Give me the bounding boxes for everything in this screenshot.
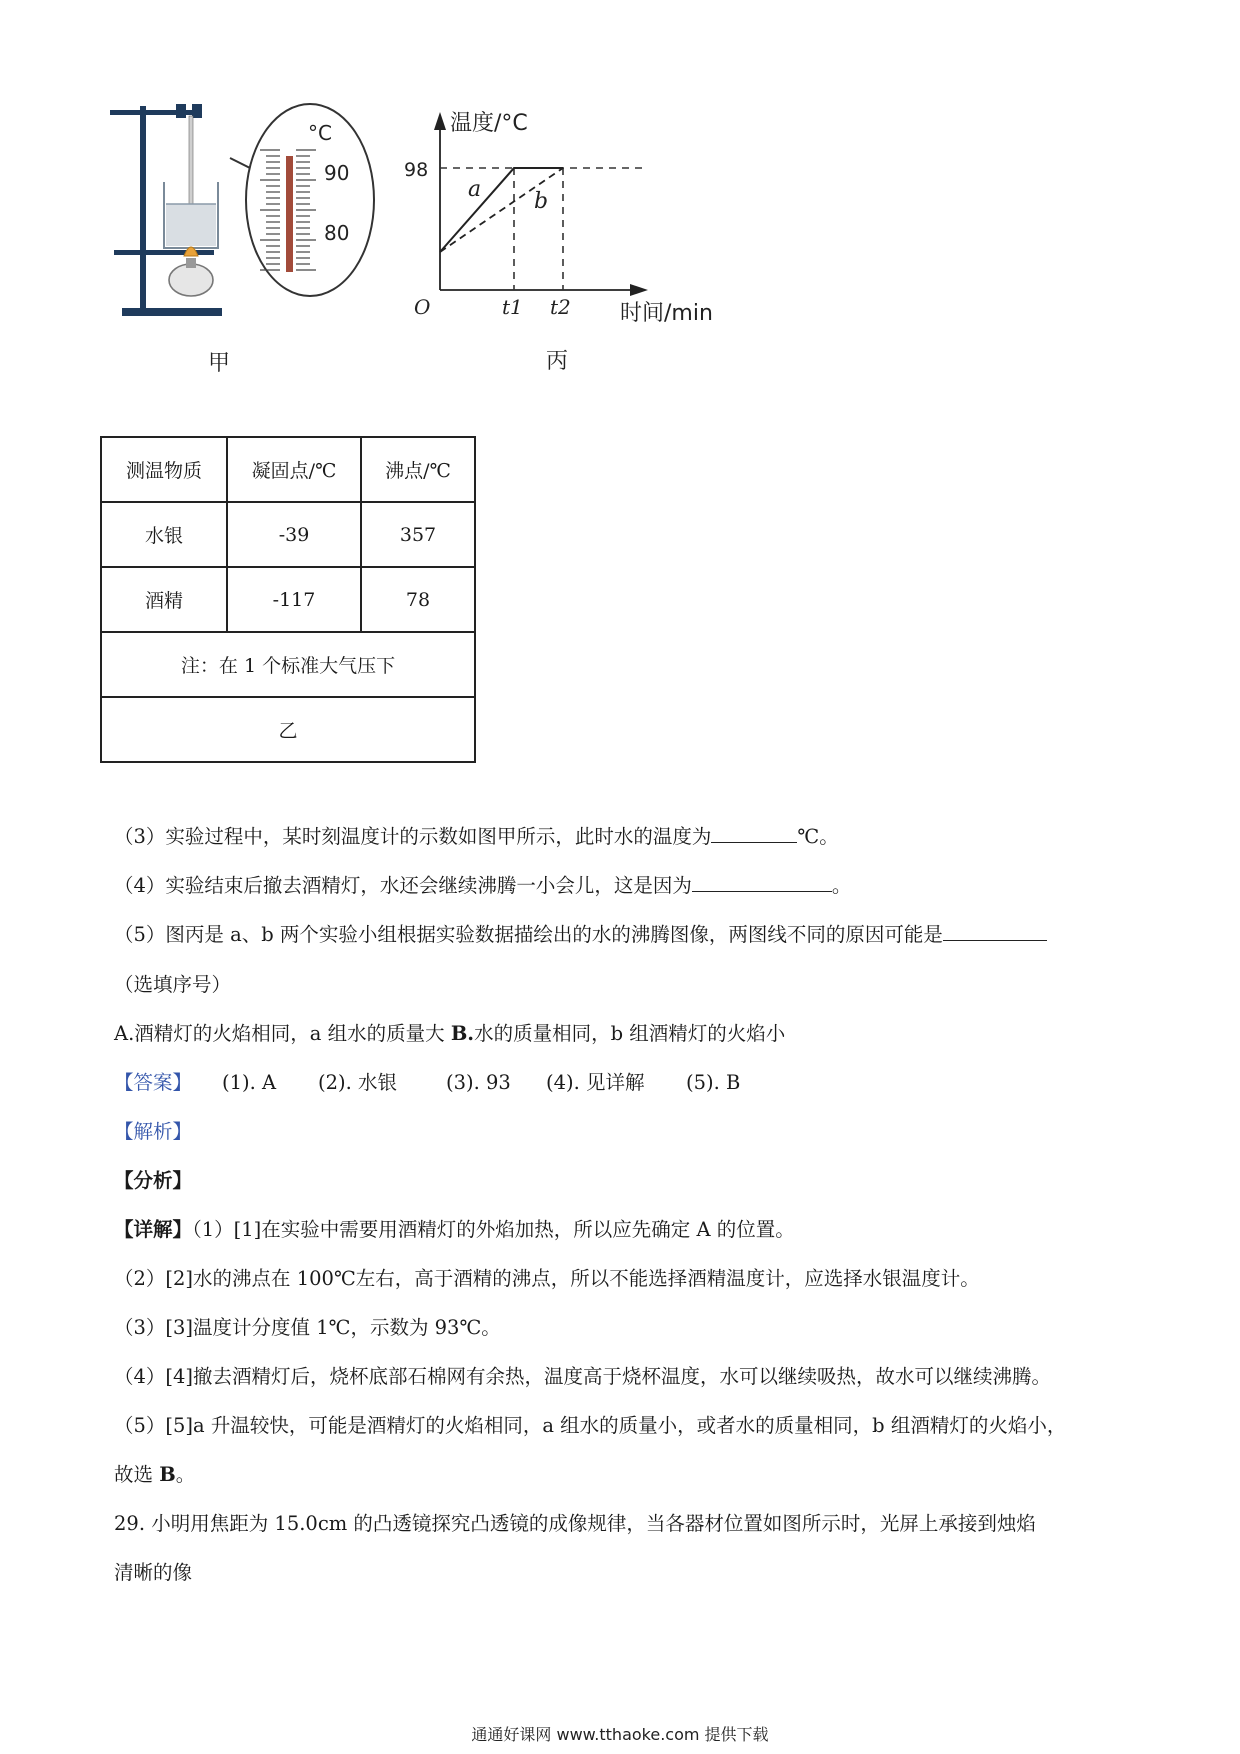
table-header-row: [101, 437, 475, 502]
table-note: 注：在 1 个标准大气压下: [101, 632, 475, 697]
option-a-text: 酒精灯的火焰相同，a 组水的质量大: [134, 1022, 445, 1045]
question-4-end: 。: [831, 874, 852, 897]
answer-blank-3: [711, 822, 797, 843]
table-header-cell: 测温物质: [101, 437, 227, 502]
detail-4: （4）[4]撤去酒精灯后，烧杯底部石棉网有余热，温度高于烧杯温度，水可以继续吸热，故水可以继续沸腾。: [114, 1365, 1052, 1388]
detail-2: （2）[2]水的沸点在 100℃左右，高于酒精的沸点，所以不能选择酒精温度计，应选择水银温度计。: [114, 1267, 980, 1290]
answer-item: (5). B: [686, 1071, 741, 1094]
table-header-cell: 沸点/℃: [361, 437, 475, 502]
conclusion-answer: B: [159, 1463, 176, 1486]
detail-tag: 【详解】: [114, 1218, 193, 1241]
detail-5: （5）[5]a 升温较快，可能是酒精灯的火焰相同，a 组水的质量小，或者水的质量相同，b 组酒精灯的火焰小，: [114, 1414, 1067, 1437]
page-footer: 通通好课网 www.tthaoke.com 提供下载: [471, 1725, 769, 1744]
unit-label: °C: [308, 121, 332, 145]
option-b-text: 水的质量相同，b 组酒精灯的火焰小: [474, 1022, 786, 1045]
line-b-label: b: [534, 189, 549, 214]
stand-rod: [140, 106, 146, 310]
question-5: [114, 920, 1047, 950]
table-row: [101, 567, 475, 632]
question-4: [114, 871, 851, 901]
tick-label-90: 90: [324, 161, 350, 185]
analysis-tag: 【解析】: [114, 1120, 193, 1143]
answer-line: [114, 1068, 740, 1098]
question-3-text: （3）实验过程中，某时刻温度计的示数如图甲所示，此时水的温度为: [114, 825, 712, 848]
table-caption: 乙: [101, 697, 475, 762]
fenxi-tag: 【分析】: [114, 1169, 193, 1192]
question-5-text: （5）图丙是 a、b 两个实验小组根据实验数据描绘出的水的沸腾图像，两图线不同的原因可能是: [114, 923, 943, 946]
table-cell: 357: [361, 502, 475, 567]
option-b-prefix: B.: [450, 1022, 475, 1045]
detail-5-conclusion: [114, 1460, 195, 1490]
detail-1: [114, 1215, 795, 1245]
table-cell: -39: [227, 502, 361, 567]
y-axis-label: 温度/°C: [450, 111, 528, 136]
question-4-text: （4）实验结束后撤去酒精灯，水还会继续沸腾一小会儿，这是因为: [114, 874, 692, 897]
figure-bing-caption: 丙: [546, 349, 569, 374]
table-cell: 78: [361, 567, 475, 632]
table-note-row: [101, 632, 475, 697]
boiling-point-table: [100, 436, 476, 763]
table-row: [101, 502, 475, 567]
table-caption-row: [101, 697, 475, 762]
conclusion-end: 。: [175, 1463, 196, 1486]
y-axis-arrow: [434, 112, 446, 130]
table-header-cell: 凝固点/℃: [227, 437, 361, 502]
x-tick-t1: t1: [502, 295, 523, 319]
line-a-label: a: [468, 177, 482, 202]
option-a-prefix: A.: [114, 1022, 135, 1045]
alcohol-lamp: [169, 264, 213, 296]
question-5-hint: （选填序号）: [114, 973, 232, 996]
answer-item: (2). 水银: [318, 1071, 398, 1094]
figure-jia-apparatus: [110, 100, 390, 330]
answer-item: (4). 见详解: [546, 1071, 645, 1094]
table-cell: 水银: [101, 502, 227, 567]
tick-label-80: 80: [324, 221, 350, 245]
table-cell: -117: [227, 567, 361, 632]
x-tick-t2: t2: [550, 295, 571, 319]
table-cell: 酒精: [101, 567, 227, 632]
question-29-line-2: 清晰的像: [114, 1561, 193, 1584]
figure-bing-graph: [400, 108, 730, 328]
detail-3: （3）[3]温度计分度值 1℃，示数为 93℃。: [114, 1316, 501, 1339]
figure-jia-caption: 甲: [208, 351, 231, 376]
x-axis-label: 时间/min: [620, 301, 713, 326]
origin-label: O: [414, 295, 431, 319]
conclusion-text: 故选: [114, 1463, 160, 1486]
answer-blank-4: [692, 871, 832, 892]
answer-item: (3). 93: [446, 1071, 511, 1094]
x-axis-arrow: [630, 284, 648, 296]
answer-tag: 【答案】: [114, 1071, 193, 1094]
question-5-options: [114, 1019, 785, 1049]
answer-blank-5: [943, 920, 1047, 941]
question-3-unit: ℃。: [797, 825, 839, 848]
question-29-line-1: 29. 小明用焦距为 15.0cm 的凸透镜探究凸透镜的成像规律，当各器材位置如图所示时，光屏上承接到烛焰: [114, 1512, 1036, 1535]
answer-item: (1). A: [222, 1071, 277, 1094]
question-3: [114, 822, 839, 852]
y-tick-98: 98: [404, 159, 429, 181]
detail-1-text: （1）[1]在实验中需要用酒精灯的外焰加热，所以应先确定 A 的位置。: [192, 1218, 795, 1241]
stand-base: [122, 308, 222, 316]
